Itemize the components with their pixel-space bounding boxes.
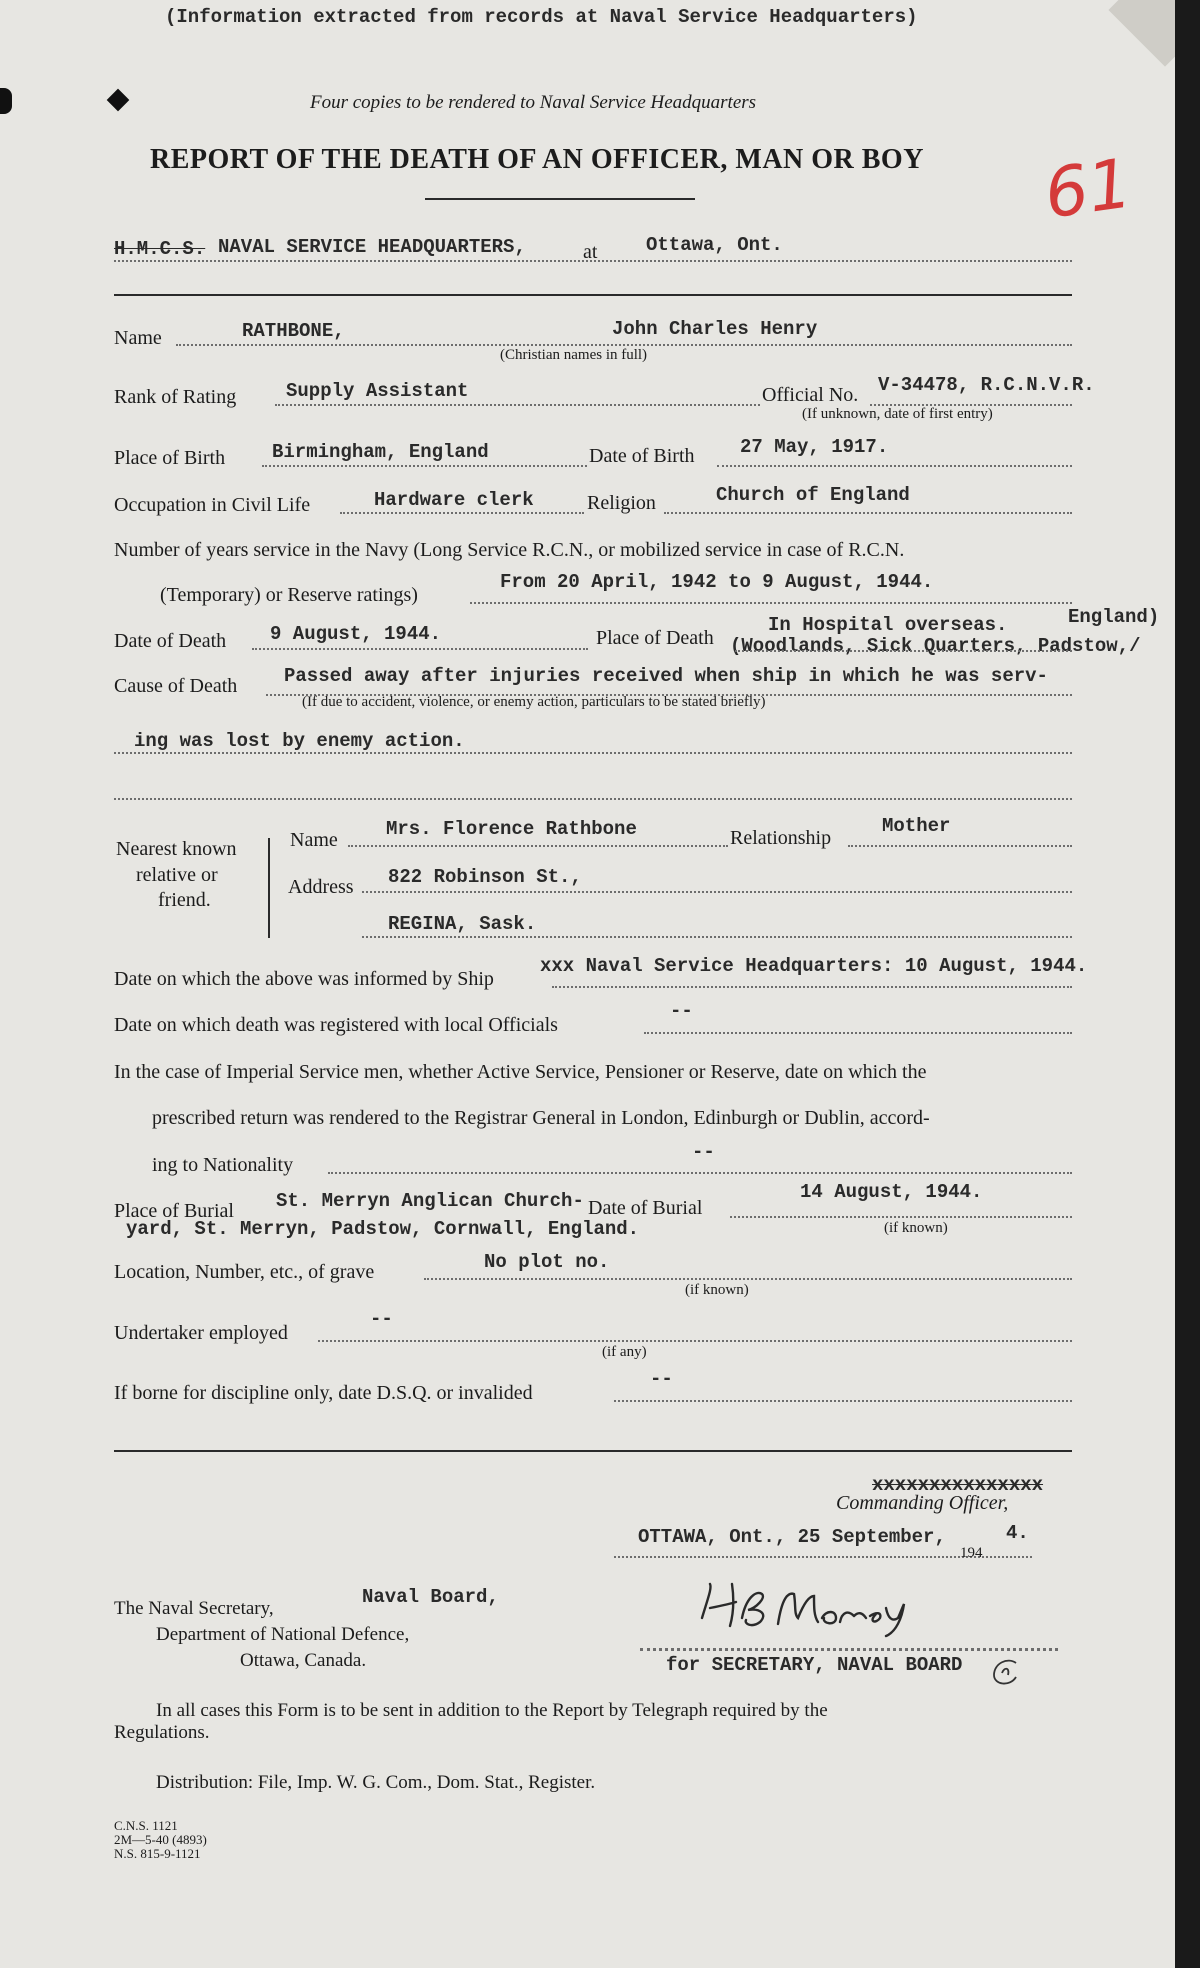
form-code-1: C.N.S. 1121 [114, 1818, 178, 1833]
undertaker-note: (if any) [602, 1344, 647, 1360]
relative-brace [268, 838, 278, 938]
cases-line1: In all cases this Form is to be sent in addition to the Report by Telegraph required by the [156, 1700, 828, 1721]
service-line2: (Temporary) or Reserve ratings) [160, 584, 418, 606]
burial-date-value: 14 August, 1944. [800, 1181, 983, 1203]
relative-group-label-1: Nearest known [116, 838, 237, 860]
birth-date-label: Date of Birth [589, 445, 695, 467]
address-label: Address [288, 876, 354, 898]
address-line2: REGINA, Sask. [388, 913, 537, 935]
relative-name-value: Mrs. Florence Rathbone [386, 818, 637, 840]
address-line-1 [362, 891, 1072, 893]
address-line1: 822 Robinson St., [388, 866, 582, 888]
religion-label: Religion [587, 492, 656, 514]
relative-group-label-3: friend. [158, 889, 211, 911]
registered-line [644, 1032, 1072, 1034]
official-number-label: Official No. [762, 384, 859, 406]
informed-label: Date on which the above was informed by Ship [114, 968, 494, 990]
relationship-value: Mother [882, 815, 951, 837]
relationship-label: Relationship [730, 827, 832, 849]
cause-note: (If due to accident, violence, or enemy action, particulars to be stated briefly) [302, 694, 766, 710]
official-number-note: (If unknown, date of first entry) [802, 406, 993, 422]
grave-value: No plot no. [484, 1251, 610, 1273]
header-note: (Information extracted from records at Naval Service Headquarters) [165, 6, 918, 28]
discipline-line [614, 1400, 1072, 1402]
cause-line-3 [114, 798, 1072, 800]
death-date-value: 9 August, 1944. [270, 623, 442, 645]
registered-label: Date on which death was registered with local Officials [114, 1014, 558, 1036]
service-value: From 20 April, 1942 to 9 August, 1944. [500, 571, 934, 593]
official-number-value: V-34478, R.C.N.V.R. [878, 374, 1095, 396]
address-line-2 [362, 936, 1072, 938]
cause-line1: Passed away after injuries received when ship in which he was serv- [284, 665, 1048, 687]
station-line [114, 260, 1072, 262]
imperial-line [328, 1172, 1072, 1174]
service-line1: Number of years service in the Navy (Long Service R.C.N., or mobilized service in case of R.C.N. [114, 539, 905, 561]
cause-line-2 [114, 752, 1072, 754]
death-place-line2: (Woodlands, Sick Quarters, Padstow,/ [730, 635, 1141, 657]
undertaker-line [318, 1340, 1072, 1342]
name-line [176, 344, 1072, 346]
ink-mark [107, 89, 130, 112]
rank-value: Supply Assistant [286, 380, 469, 402]
cases-line2: Regulations. [114, 1722, 210, 1743]
informed-value: xxx Naval Service Headquarters: 10 August, 1944. [540, 955, 1088, 977]
copies-note: Four copies to be rendered to Naval Service Headquarters [310, 92, 757, 113]
informed-line [552, 986, 1072, 988]
section-rule-bottom [114, 1450, 1072, 1452]
relative-name-label: Name [290, 829, 338, 851]
burial-date-note: (if known) [884, 1220, 948, 1236]
addressee-line2: Department of National Defence, [156, 1624, 410, 1645]
relative-name-line [348, 845, 728, 847]
relative-group-label-2: relative or [136, 864, 218, 886]
death-date-line [252, 648, 588, 650]
undertaker-label: Undertaker employed [114, 1322, 288, 1344]
occupation-line [340, 512, 584, 514]
death-place-line1b: England) [1068, 606, 1160, 628]
discipline-value: -- [650, 1368, 673, 1390]
rank-label: Rank of Rating [114, 386, 237, 408]
burial-date-label: Date of Burial [588, 1197, 703, 1219]
form-code-3: N.S. 815-9-1121 [114, 1846, 201, 1861]
birth-date-line [717, 465, 1072, 467]
signature-line [640, 1648, 1058, 1651]
registered-value: -- [670, 1000, 693, 1022]
grave-line [424, 1278, 1072, 1280]
birth-place-line [262, 465, 587, 467]
folded-corner [1108, 0, 1175, 67]
title-rule [425, 198, 695, 200]
death-place-line1: In Hospital overseas. [768, 614, 1008, 636]
occupation-label: Occupation in Civil Life [114, 494, 311, 516]
place-date-value: OTTAWA, Ont., 25 September, [638, 1526, 946, 1548]
service-line [470, 602, 1072, 604]
discipline-label: If borne for discipline only, date D.S.Q. or invalided [114, 1382, 533, 1404]
imperial-line1: In the case of Imperial Service men, whether Active Service, Pensioner or Reserve, date on which the [114, 1061, 927, 1083]
birth-place-label: Place of Birth [114, 447, 226, 469]
year-typed-value: 4. [1006, 1522, 1029, 1544]
grave-label: Location, Number, etc., of grave [114, 1261, 375, 1283]
burial-place-label: Place of Burial [114, 1200, 234, 1222]
rank-line [275, 404, 760, 406]
burial-date-line [730, 1216, 1072, 1218]
form-title: REPORT OF THE DEATH OF AN OFFICER, MAN OR BOY [150, 144, 924, 175]
occupation-value: Hardware clerk [374, 489, 534, 511]
imperial-value: -- [692, 1141, 715, 1163]
death-date-label: Date of Death [114, 630, 227, 652]
grave-note: (if known) [685, 1282, 749, 1298]
undertaker-value: -- [370, 1308, 393, 1330]
imperial-line3: ing to Nationality [152, 1154, 294, 1176]
religion-line [664, 512, 1072, 514]
station-location: Ottawa, Ont. [646, 234, 783, 256]
form-code-2: 2M—5-40 (4893) [114, 1832, 207, 1847]
relationship-line [848, 845, 1072, 847]
death-place-label: Place of Death [596, 627, 714, 649]
handwritten-number: 61 [1039, 144, 1137, 235]
commanding-strike: xxxxxxxxxxxxxxx [872, 1474, 1044, 1496]
christian-names-value: John Charles Henry [612, 318, 818, 340]
signature-image [690, 1578, 920, 1640]
station-at-label: at [583, 241, 598, 263]
year-printed-label: 194 [960, 1545, 983, 1561]
religion-value: Church of England [716, 484, 910, 506]
addressee-board: Naval Board, [362, 1586, 499, 1608]
signature-for-line: for SECRETARY, NAVAL BOARD [666, 1654, 963, 1676]
cause-label: Cause of Death [114, 675, 238, 697]
addressee-line1: The Naval Secretary, [114, 1598, 274, 1619]
birth-place-value: Birmingham, England [272, 441, 489, 463]
christian-names-note: (Christian names in full) [500, 347, 648, 363]
section-rule-top [114, 294, 1072, 296]
initials-mark [988, 1655, 1022, 1689]
imperial-line2: prescribed return was rendered to the Registrar General in London, Edinburgh or Dublin, accord- [152, 1107, 930, 1129]
death-place-line [735, 650, 1072, 652]
punch-hole-mark [0, 88, 12, 114]
name-label: Name [114, 327, 162, 349]
burial-place-line2: yard, St. Merryn, Padstow, Cornwall, England. [126, 1218, 640, 1240]
addressee-line3: Ottawa, Canada. [240, 1650, 367, 1671]
station-prefix: H.M.C.S. [114, 238, 206, 260]
burial-place-line1: St. Merryn Anglican Church- [276, 1190, 584, 1212]
cause-line2: ing was lost by enemy action. [134, 730, 465, 752]
distribution-line: Distribution: File, Imp. W. G. Com., Dom. Stat., Register. [156, 1772, 596, 1793]
station-name: NAVAL SERVICE HEADQUARTERS, [218, 236, 526, 258]
birth-date-value: 27 May, 1917. [740, 436, 889, 458]
surname-value: RATHBONE, [242, 320, 345, 342]
commanding-label: Commanding Officer, [836, 1492, 1009, 1514]
